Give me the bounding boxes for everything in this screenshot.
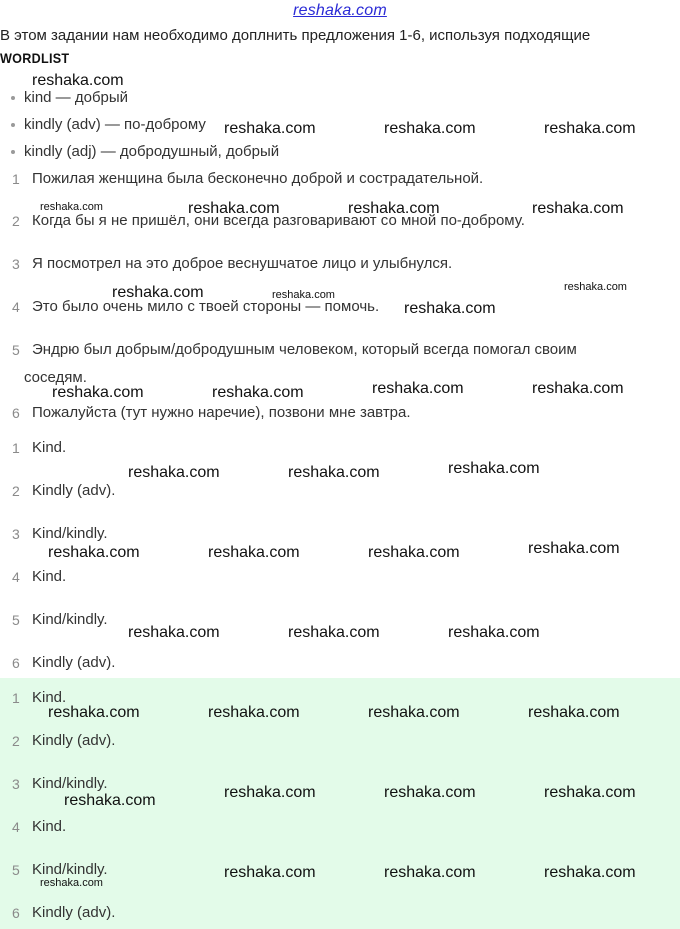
watermark: reshaka.com [48, 704, 140, 721]
answer-number: 3 [12, 526, 20, 542]
answer-number: 5 [12, 612, 20, 628]
sentence-text: Эндрю был добрым/добродушным человеком, который всегда помогал своим [32, 341, 577, 358]
watermark: reshaka.com [528, 704, 620, 721]
watermark: reshaka.com [128, 464, 220, 481]
watermark: reshaka.com [64, 792, 156, 809]
watermark: reshaka.com [40, 201, 103, 213]
answer-number: 6 [12, 655, 20, 671]
answer-number: 5 [12, 862, 20, 878]
watermark: reshaka.com [544, 120, 636, 137]
watermark: reshaka.com [128, 624, 220, 641]
sentence-number: 1 [12, 171, 20, 187]
bullet-icon [11, 96, 15, 100]
answer-text: Kind/kindly. [32, 525, 108, 542]
answer-text: Kind/kindly. [32, 861, 108, 878]
answer-text: Kind. [32, 818, 67, 835]
watermark: reshaka.com [564, 281, 627, 293]
answer-number: 4 [12, 569, 20, 585]
wordlist-item: kindly (adj) — добродушный, добрый [24, 143, 279, 160]
bullet-icon [11, 123, 15, 127]
watermark: reshaka.com [528, 540, 620, 557]
watermark: reshaka.com [112, 284, 204, 301]
watermark: reshaka.com [532, 380, 624, 397]
watermark: reshaka.com [384, 864, 476, 881]
sentence-text: Пожилая женщина была бесконечно доброй и сострадательной. [32, 170, 484, 187]
sentence-text-continuation: соседям. [24, 369, 87, 386]
watermark: reshaka.com [288, 464, 380, 481]
task-intro: В этом задании нам необходимо доплнить предложения 1-6, используя подходящие [0, 27, 591, 44]
watermark: reshaka.com [224, 864, 316, 881]
wordlist-item: kindly (adv) — по-доброму [24, 116, 206, 133]
sentence-number: 5 [12, 342, 20, 358]
sentence-text: Это было очень мило с твоей стороны — помочь. [32, 298, 380, 315]
answer-text: Kind. [32, 568, 67, 585]
watermark: reshaka.com [532, 200, 624, 217]
answer-number: 4 [12, 819, 20, 835]
watermark: reshaka.com [224, 120, 316, 137]
watermark: reshaka.com [448, 624, 540, 641]
answer-number: 2 [12, 483, 20, 499]
site-link[interactable]: reshaka.com [293, 2, 387, 19]
watermark: reshaka.com [212, 384, 304, 401]
watermark: reshaka.com [208, 544, 300, 561]
watermark: reshaka.com [272, 289, 335, 301]
watermark: reshaka.com [404, 300, 496, 317]
watermark: reshaka.com [544, 864, 636, 881]
watermark: reshaka.com [348, 200, 440, 217]
watermark: reshaka.com [384, 120, 476, 137]
watermark: reshaka.com [32, 72, 124, 89]
answer-number: 1 [12, 440, 20, 456]
answer-text: Kind/kindly. [32, 611, 108, 628]
answer-number: 6 [12, 905, 20, 921]
watermark: reshaka.com [48, 544, 140, 561]
answer-text: Kindly (adv). [32, 654, 116, 671]
answer-text: Kind. [32, 439, 67, 456]
watermark: reshaka.com [372, 380, 464, 397]
answer-number: 1 [12, 690, 20, 706]
answer-text: Kind. [32, 689, 67, 706]
answer-text: Kindly (adv). [32, 904, 116, 921]
answer-number: 3 [12, 776, 20, 792]
watermark: reshaka.com [368, 704, 460, 721]
sentence-number: 3 [12, 256, 20, 272]
sentence-text: Пожалуйста (тут нужно наречие), позвони мне завтра. [32, 404, 411, 421]
wordlist-heading: WORDLIST [0, 50, 70, 66]
bullet-icon [11, 150, 15, 154]
answer-text: Kindly (adv). [32, 732, 116, 749]
answer-text: Kindly (adv). [32, 482, 116, 499]
wordlist-item: kind — добрый [24, 89, 128, 106]
watermark: reshaka.com [384, 784, 476, 801]
watermark: reshaka.com [288, 624, 380, 641]
sentence-text: Когда бы я не пришёл, они всегда разговаривают со мной по-доброму. [32, 212, 525, 229]
watermark: reshaka.com [224, 784, 316, 801]
watermark: reshaka.com [188, 200, 280, 217]
watermark: reshaka.com [544, 784, 636, 801]
sentence-text: Я посмотрел на это доброе веснушчатое лицо и улыбнулся. [32, 255, 453, 272]
watermark: reshaka.com [368, 544, 460, 561]
answer-number: 2 [12, 733, 20, 749]
sentence-number: 6 [12, 405, 20, 421]
sentence-number: 2 [12, 213, 20, 229]
watermark: reshaka.com [208, 704, 300, 721]
watermark: reshaka.com [52, 384, 144, 401]
watermark: reshaka.com [40, 877, 103, 889]
sentence-number: 4 [12, 299, 20, 315]
watermark: reshaka.com [448, 460, 540, 477]
answer-text: Kind/kindly. [32, 775, 108, 792]
